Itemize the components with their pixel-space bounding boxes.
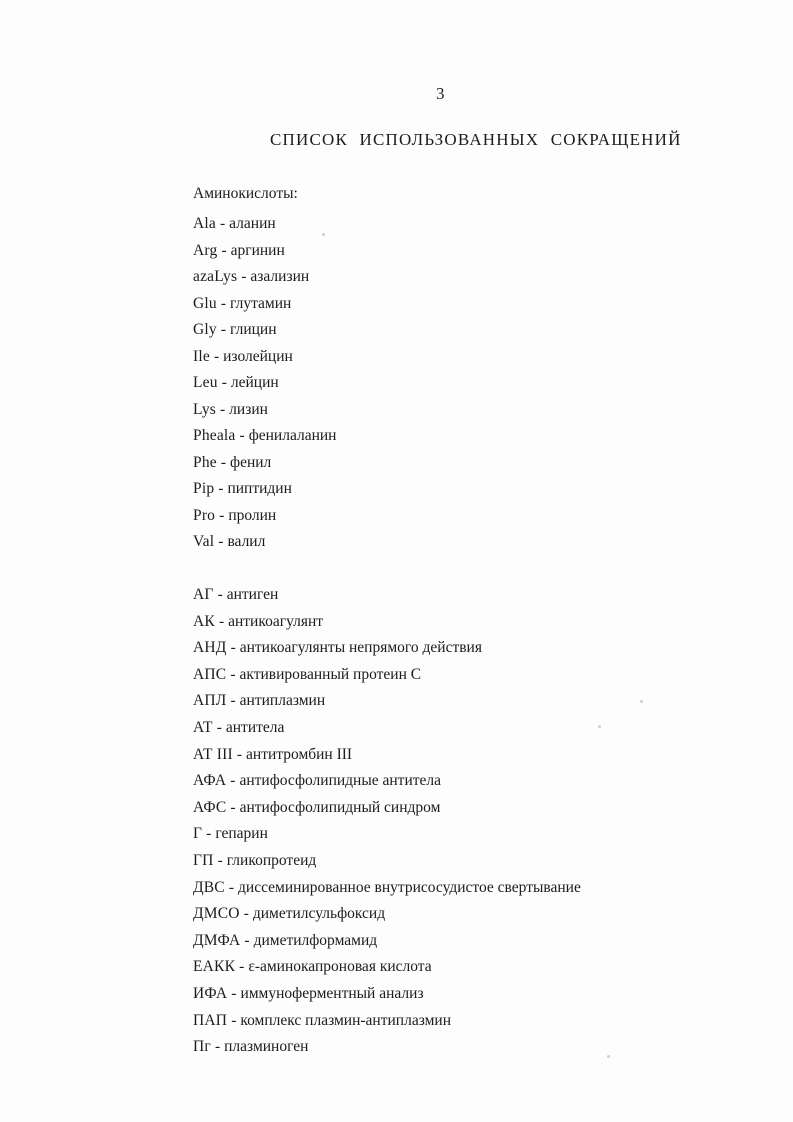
dash: - [230,639,236,657]
abbreviation-code: Пг [193,1038,211,1056]
abbreviation-description: комплекс плазмин-антиплазмин [240,1011,452,1029]
abbreviation-code: Leu [193,374,218,391]
dash: - [217,586,223,603]
abbreviation-description: пролин [228,506,277,524]
list-item [193,821,581,848]
list-item [193,211,336,238]
dash: - [213,347,220,365]
abbreviation-description: гликопротеид [226,851,317,869]
abbreviation-code: Phe [193,453,217,471]
list-item [193,954,581,981]
abbreviation-code: ДМФА [193,931,241,949]
list-item [193,397,336,424]
dash: - [217,851,223,869]
list-item [193,1034,581,1061]
list-item [193,981,581,1008]
dash: - [218,480,224,497]
scan-speck [607,1055,610,1058]
abbreviation-code: ПАП [193,1011,228,1029]
abbreviation-description: антитромбин III [246,745,353,763]
abbreviation-description: активированный протеин С [239,665,422,683]
abbreviation-list [193,582,581,1061]
abbreviation-code: Pheala [193,427,236,444]
dash: - [230,772,236,790]
dash: - [230,665,236,683]
dash: - [239,958,245,976]
abbreviation-code: Ile [193,347,210,365]
abbreviation-description: лейцин [230,374,279,391]
abbreviation-description: диметилформамид [253,931,378,949]
abbreviation-code: АТ III [193,745,233,763]
page-title: СПИСОК ИСПОЛЬЗОВАННЫХ СОКРАЩЕНИЙ [270,130,682,149]
dash: - [219,215,226,232]
dash: - [228,878,235,896]
abbreviation-code: Val [193,533,215,550]
list-item [193,370,336,397]
abbreviation-code: ГП [193,851,214,869]
abbreviation-code: Ala [193,215,216,232]
dash: - [218,533,224,550]
list-item [193,635,581,662]
list-item [193,344,336,371]
abbreviation-code: ЕАКК [193,958,236,976]
page-number: 3 [436,84,445,103]
dash: - [220,400,226,418]
abbreviation-code: ДМСО [193,905,240,923]
dash: - [218,612,225,630]
list-item [193,848,581,875]
abbreviation-description: лизин [229,400,268,418]
abbreviation-description: иммуноферментный анализ [240,984,424,1002]
dash: - [221,241,227,259]
abbreviation-code: АТ [193,718,213,736]
amino-acid-list [193,211,336,556]
scan-speck [598,725,601,728]
abbreviation-description: ε-аминокапроновая кислота [248,958,432,976]
dash: - [214,1038,221,1056]
abbreviation-description: антикоагулянт [228,612,324,630]
abbreviation-description: фенилаланин [248,427,337,444]
abbreviation-description: диссеминированное внутрисосудистое свертывание [238,878,581,896]
dash: - [230,798,236,816]
abbreviation-description: азализин [250,268,310,285]
dash: - [231,1011,237,1029]
list-item [193,901,581,928]
abbreviation-code: ИФА [193,984,228,1002]
abbreviation-code: Gly [193,321,217,338]
dash: - [230,692,236,710]
dash: - [236,745,243,763]
dash: - [244,931,250,949]
list-item [193,291,336,318]
abbreviation-description: валил [227,533,266,550]
dash: - [206,825,212,843]
abbreviation-description: антиплазмин [239,692,326,710]
abbreviation-description: глицин [230,321,277,338]
abbreviation-description: аргинин [230,241,285,259]
abbreviation-code: azaLys [193,268,238,285]
abbreviation-code: Glu [193,294,217,312]
dash: - [220,294,227,312]
dash: - [220,453,227,471]
list-item [193,662,581,689]
list-item [193,1008,581,1035]
abbreviation-code: Arg [193,241,218,259]
dash: - [219,506,225,524]
abbreviation-description: диметилсульфоксид [252,905,386,923]
list-item [193,317,336,344]
abbreviation-description: антитела [225,718,285,736]
abbreviation-code: АФС [193,798,227,816]
list-item [193,264,336,291]
list-item [193,795,581,822]
dash: - [216,718,222,736]
list-item [193,742,581,769]
abbreviation-code: Г [193,825,203,843]
abbreviation-description: пиптидин [227,480,292,497]
abbreviation-description: глутамин [230,294,292,312]
list-item [193,875,581,902]
list-item [193,688,581,715]
abbreviation-code: АГ [193,586,214,603]
list-item [193,423,336,450]
list-item [193,238,336,265]
dash: - [220,321,227,338]
list-item [193,476,336,503]
abbreviation-description: антифосфолипидные антитела [239,772,442,790]
list-item [193,768,581,795]
list-item [193,582,581,609]
dash: - [241,268,247,285]
abbreviation-description: изолейцин [223,347,293,365]
dash: - [221,374,227,391]
abbreviation-code: АФА [193,772,227,790]
list-item [193,529,336,556]
list-item [193,503,336,530]
abbreviation-code: Lys [193,400,216,418]
dash: - [239,427,245,444]
amino-acids-label: Аминокислоты: [193,185,298,202]
abbreviation-code: АПЛ [193,692,227,710]
abbreviation-description: антифосфолипидный синдром [239,798,441,816]
abbreviation-code: Pip [193,480,215,497]
abbreviation-code: ДВС [193,878,225,896]
abbreviation-description: плазминоген [224,1038,309,1056]
list-item [193,609,581,636]
abbreviation-description: антикоагулянты непрямого действия [239,639,482,657]
abbreviation-code: АК [193,612,215,630]
dash: - [231,984,237,1002]
dash: - [243,905,249,923]
list-item [193,450,336,477]
abbreviation-code: Pro [193,506,216,524]
abbreviation-code: АНД [193,639,227,657]
list-item [193,928,581,955]
scan-speck [640,700,643,703]
list-item [193,715,581,742]
abbreviation-code: АПС [193,665,227,683]
scan-speck [322,233,325,236]
abbreviation-description: антиген [226,586,279,603]
abbreviation-description: фенил [230,453,272,471]
abbreviation-description: гепарин [215,825,268,843]
abbreviation-description: аланин [229,215,276,232]
